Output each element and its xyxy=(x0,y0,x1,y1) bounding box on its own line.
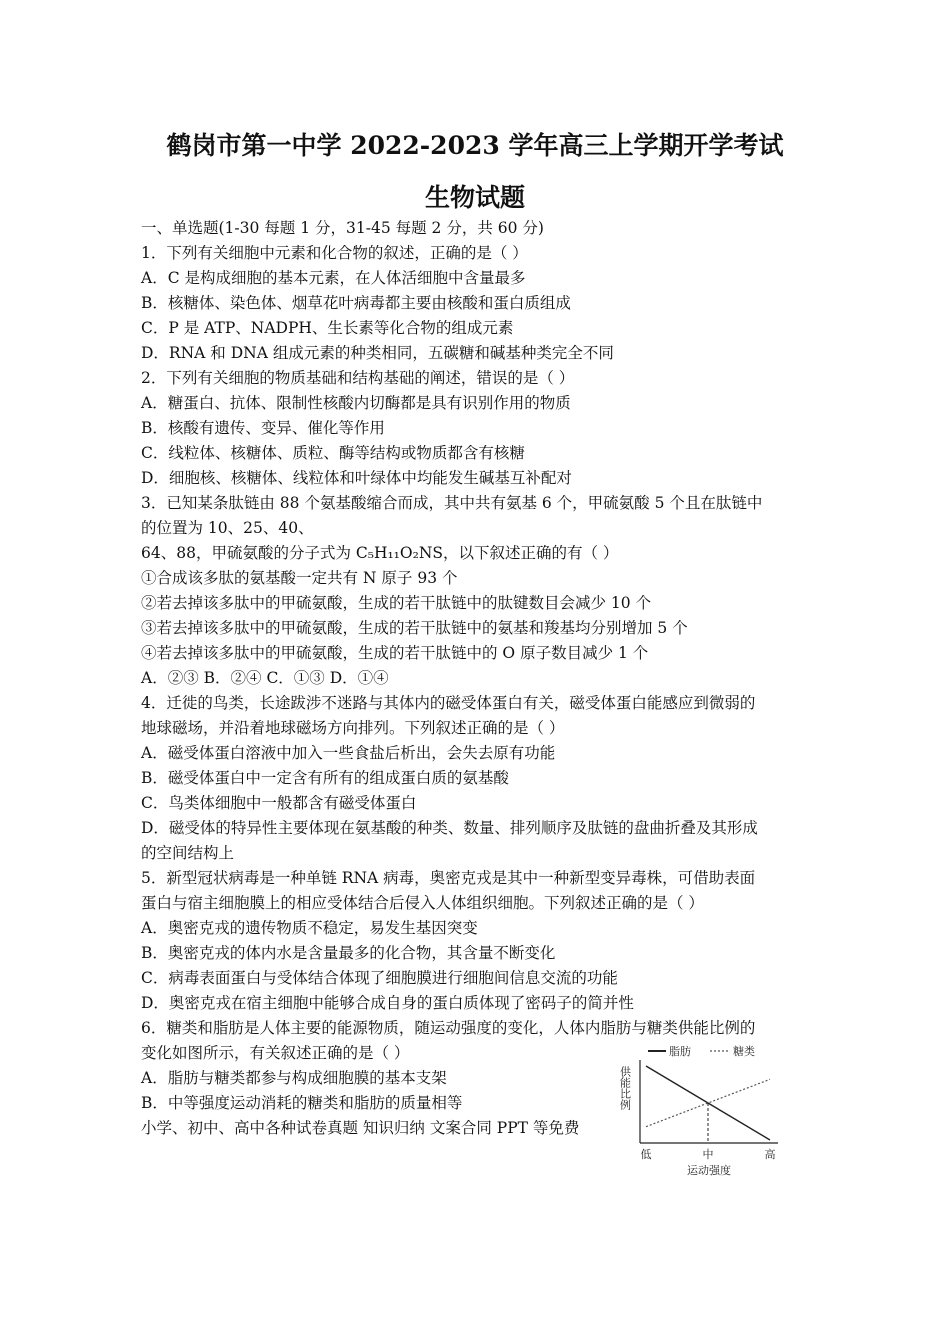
text-line: 3．已知某条肽链由 88 个氨基酸缩合而成，其中共有氨基 6 个，甲硫氨酸 5 个且在肽链中 xyxy=(141,494,763,512)
text-line: 一、单选题(1-30 每题 1 分，31-45 每题 2 分，共 60 分) xyxy=(141,219,544,237)
exam-title: 鹤岗市第一中学 2022-2023 学年高三上学期开学考试 xyxy=(166,131,784,160)
text-line: C．鸟类体细胞中一般都含有磁受体蛋白 xyxy=(141,794,417,812)
text-line: A．磁受体蛋白溶液中加入一些食盐后析出，会失去原有功能 xyxy=(141,744,556,762)
text-line: 2．下列有关细胞的物质基础和结构基础的阐述，错误的是（ ） xyxy=(141,369,575,387)
text-line: ③若去掉该多肽中的甲硫氨酸，生成的若干肽链中的氨基和羧基均分别增加 5 个 xyxy=(141,619,688,637)
text-line: A．糖蛋白、抗体、限制性核酸内切酶都是具有识别作用的物质 xyxy=(141,394,571,412)
text-line: B．中等强度运动消耗的糖类和脂肪的质量相等 xyxy=(141,1094,463,1112)
text-line: D．奥密克戎在宿主细胞中能够合成自身的蛋白质体现了密码子的简并性 xyxy=(141,994,634,1012)
text-line: 5．新型冠状病毒是一种单链 RNA 病毒，奥密克戎是其中一种新型变异毒株，可借助表面 xyxy=(141,869,756,887)
x-tick-high: 高 xyxy=(764,1148,776,1161)
text-line: D．细胞核、核糖体、线粒体和叶绿体中均能发生碱基互补配对 xyxy=(141,469,572,487)
text-line: D．RNA 和 DNA 组成元素的种类相同，五碳糖和碱基种类完全不同 xyxy=(141,344,614,362)
legend-fat-label: 脂肪 xyxy=(669,1045,691,1058)
text-line: 的位置为 10、25、40、 xyxy=(141,519,314,537)
text-line: ②若去掉该多肽中的甲硫氨酸，生成的若干肽链中的肽键数目会减少 10 个 xyxy=(141,594,652,612)
text-line: B．核酸有遗传、变异、催化等作用 xyxy=(141,419,385,437)
text-line: A．脂肪与糖类都参与构成细胞膜的基本支架 xyxy=(141,1069,447,1087)
text-line: 蛋白与宿主细胞膜上的相应受体结合后侵入人体组织细胞。下列叙述正确的是（ ） xyxy=(141,894,704,912)
text-line: D．磁受体的特异性主要体现在氨基酸的种类、数量、排列顺序及肽链的盘曲折叠及其形成 xyxy=(141,819,758,837)
text-line: A．C 是构成细胞的基本元素，在人体活细胞中含量最多 xyxy=(141,269,526,287)
text-line: B．核糖体、染色体、烟草花叶病毒都主要由核酸和蛋白质组成 xyxy=(141,294,571,312)
text-line: B．奥密克戎的体内水是含量最多的化合物，其含量不断变化 xyxy=(141,944,556,962)
text-line: B．磁受体蛋白中一定含有所有的组成蛋白质的氨基酸 xyxy=(141,769,509,787)
text-line: 6．糖类和脂肪是人体主要的能源物质，随运动强度的变化，人体内脂肪与糖类供能比例的 xyxy=(141,1019,756,1037)
text-line: C．线粒体、核糖体、质粒、酶等结构或物质都含有核糖 xyxy=(141,444,525,462)
energy-ratio-chart xyxy=(612,1040,792,1180)
text-line: 变化如图所示，有关叙述正确的是（ ） xyxy=(141,1044,410,1062)
text-line: ④若去掉该多肽中的甲硫氨酸，生成的若干肽链中的 O 原子数目减少 1 个 xyxy=(141,644,649,662)
x-axis-label: 运动强度 xyxy=(687,1164,731,1177)
text-line: 小学、初中、高中各种试卷真题 知识归纳 文案合同 PPT 等免费 xyxy=(141,1119,580,1137)
exam-subject: 生物试题 xyxy=(424,183,525,212)
text-line: 的空间结构上 xyxy=(141,844,235,862)
text-line: A．奥密克戎的遗传物质不稳定，易发生基因突变 xyxy=(141,919,478,937)
x-tick-mid: 中 xyxy=(702,1148,714,1161)
text-line: 64、88，甲硫氨酸的分子式为 C₅H₁₁O₂NS，以下叙述正确的有（ ） xyxy=(141,544,619,562)
text-line: 4．迁徙的鸟类，长途跋涉不迷路与其体内的磁受体蛋白有关，磁受体蛋白能感应到微弱的 xyxy=(141,694,756,712)
text-line: C．病毒表面蛋白与受体结合体现了细胞膜进行细胞间信息交流的功能 xyxy=(141,969,618,987)
text-line: A．②③ B．②④ C．①③ D．①④ xyxy=(141,669,389,687)
x-tick-low: 低 xyxy=(640,1148,652,1161)
y-axis-label: 供能比例 xyxy=(618,1066,632,1110)
text-line: C．P 是 ATP、NADPH、生长素等化合物的组成元素 xyxy=(141,319,514,337)
legend-sugar-label: 糖类 xyxy=(733,1045,755,1058)
text-line: 1．下列有关细胞中元素和化合物的叙述，正确的是（ ） xyxy=(141,244,528,262)
text-line: ①合成该多肽的氨基酸一定共有 N 原子 93 个 xyxy=(141,569,458,587)
text-line: 地球磁场，并沿着地球磁场方向排列。下列叙述正确的是（ ） xyxy=(141,719,565,737)
